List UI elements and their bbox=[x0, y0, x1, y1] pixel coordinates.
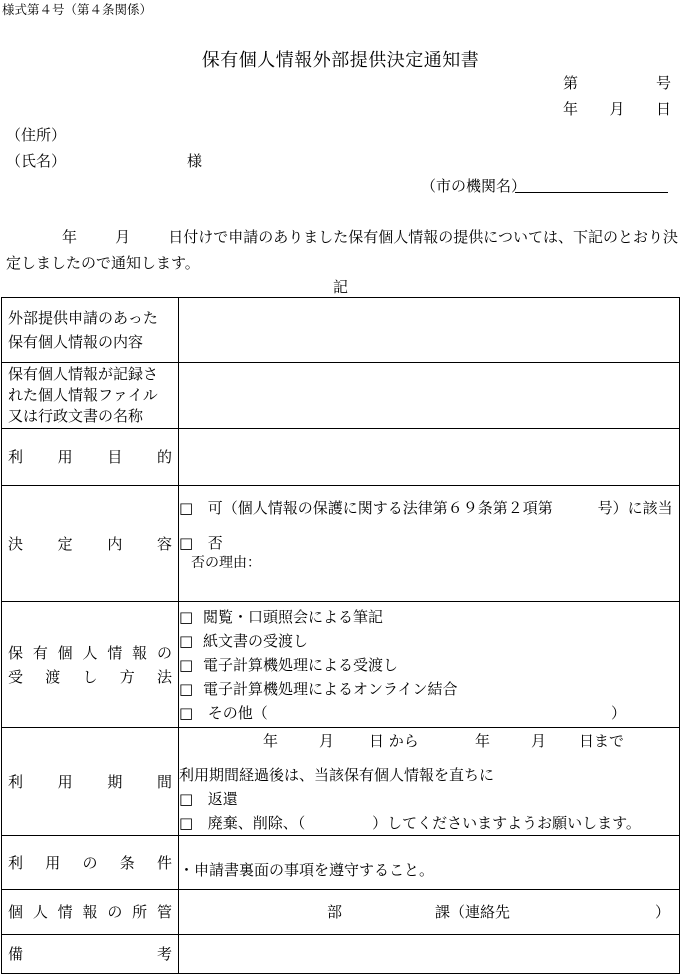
row-period-label bbox=[2, 728, 179, 836]
row-delivery-value bbox=[179, 602, 680, 728]
agency-underline bbox=[515, 192, 668, 193]
name-label: （氏名） bbox=[6, 152, 67, 170]
row-content bbox=[2, 298, 680, 363]
period-option-dispose[interactable] bbox=[179, 811, 679, 835]
label-char: し bbox=[82, 667, 98, 686]
row-period bbox=[2, 728, 680, 836]
row-file bbox=[2, 363, 680, 429]
label-char: 個 bbox=[57, 643, 73, 662]
ki-heading: 記 bbox=[332, 278, 348, 296]
label-char: 用 bbox=[45, 853, 61, 872]
label-char: 法 bbox=[156, 667, 172, 686]
approve-text-end: 号）に該当 bbox=[597, 499, 673, 517]
checkbox-icon[interactable]: □ bbox=[179, 499, 194, 517]
body-month: 月 bbox=[115, 228, 131, 246]
period-part: 年 bbox=[475, 731, 491, 750]
label-char: 情 bbox=[57, 903, 73, 921]
label-char: の bbox=[82, 853, 98, 872]
period-part: 月 bbox=[531, 731, 547, 750]
date-day: 日 bbox=[655, 100, 671, 118]
return-text: 返還 bbox=[207, 789, 238, 808]
body-year: 年 bbox=[62, 228, 78, 246]
number-go: 号 bbox=[655, 74, 671, 92]
checkbox-icon[interactable]: □ bbox=[179, 631, 194, 650]
delivery-label-b bbox=[8, 665, 172, 689]
label-char: 期 bbox=[107, 772, 123, 791]
body-line-1-text: 日付けで申請のありました保有個人情報の提供については、下記のとおり決 bbox=[168, 228, 678, 246]
label-char: 利 bbox=[8, 448, 24, 466]
conditions-text: ・申請書裏面の事項を遵守すること。 bbox=[179, 860, 435, 879]
date-year: 年 bbox=[563, 100, 579, 118]
checkbox-icon[interactable]: □ bbox=[179, 813, 194, 832]
label-char: の bbox=[156, 643, 172, 662]
row-conditions bbox=[2, 836, 680, 890]
delivery-option-text: 電子計算機処理による受渡し bbox=[203, 655, 399, 674]
jurisdiction-ka: 課（連絡先 bbox=[435, 903, 511, 921]
label-char: 件 bbox=[156, 853, 172, 872]
period-line bbox=[179, 729, 679, 755]
label-char: 報 bbox=[82, 903, 98, 921]
remarks-label bbox=[2, 942, 178, 966]
row-file-label bbox=[2, 363, 179, 429]
label-char: 個 bbox=[8, 903, 24, 921]
label-char: 報 bbox=[132, 643, 148, 662]
body-line-2: 定しましたので通知します。 bbox=[6, 254, 200, 272]
row-remarks-value[interactable] bbox=[179, 935, 680, 974]
row-purpose-label bbox=[2, 429, 179, 486]
address-label: （住所） bbox=[6, 126, 67, 144]
label-line: れた個人情報ファイル bbox=[8, 386, 158, 404]
dispose-text-end: ）してくださいますようお願いします。 bbox=[372, 813, 641, 832]
decision-label bbox=[2, 532, 178, 556]
label-line: 保有個人情報が記録さ bbox=[8, 365, 159, 383]
decision-option-approve[interactable] bbox=[179, 496, 679, 520]
row-purpose bbox=[2, 429, 680, 486]
checkbox-icon[interactable]: □ bbox=[179, 703, 194, 722]
label-char: 目 bbox=[107, 448, 123, 466]
notice-table bbox=[1, 297, 680, 974]
document-title: 保有個人情報外部提供決定通知書 bbox=[201, 50, 480, 71]
delivery-option[interactable] bbox=[179, 653, 679, 677]
label-char: 間 bbox=[156, 772, 172, 791]
body-line-1 bbox=[6, 226, 678, 247]
label-char: 用 bbox=[57, 448, 73, 466]
checkbox-icon[interactable]: □ bbox=[179, 607, 194, 626]
jurisdiction-text bbox=[179, 900, 679, 924]
delivery-option[interactable] bbox=[179, 677, 679, 701]
label-line: 又は行政文書の名称 bbox=[8, 407, 144, 425]
deny-reason-label: 否の理由： bbox=[191, 555, 261, 571]
row-remarks bbox=[2, 935, 680, 974]
row-decision bbox=[2, 486, 680, 602]
row-conditions-value bbox=[179, 836, 680, 890]
label-char: 決 bbox=[8, 534, 24, 553]
row-jurisdiction bbox=[2, 890, 680, 935]
delivery-label-a bbox=[8, 641, 172, 665]
period-part: 月 bbox=[319, 731, 335, 750]
delivery-option[interactable] bbox=[179, 605, 679, 629]
checkbox-icon[interactable]: □ bbox=[179, 679, 194, 698]
date-month: 月 bbox=[609, 100, 625, 118]
row-decision-label bbox=[2, 486, 179, 602]
checkbox-icon[interactable]: □ bbox=[179, 534, 194, 552]
dispose-text: 廃棄、削除、（ bbox=[207, 813, 306, 832]
other-text: その他（ bbox=[207, 703, 268, 722]
label-char: 人 bbox=[82, 643, 98, 662]
purpose-label bbox=[2, 445, 178, 469]
label-char: 管 bbox=[156, 903, 172, 921]
label-char: 保 bbox=[8, 643, 24, 662]
label-char: 考 bbox=[156, 945, 172, 963]
row-content-label bbox=[2, 298, 179, 363]
delivery-option-other[interactable] bbox=[179, 701, 679, 725]
label-char: の bbox=[107, 903, 123, 921]
period-label bbox=[2, 770, 178, 794]
form-number: 様式第４号（第４条関係） bbox=[2, 2, 153, 17]
row-file-value[interactable] bbox=[179, 363, 680, 429]
row-delivery-label bbox=[2, 602, 179, 728]
row-period-value bbox=[179, 728, 680, 836]
label-char: 備 bbox=[8, 945, 24, 963]
row-conditions-label bbox=[2, 836, 179, 890]
label-char: 利 bbox=[8, 853, 24, 872]
label-line: 外部提供申請のあった bbox=[8, 309, 158, 327]
row-jurisdiction-label bbox=[2, 890, 179, 935]
label-char: 情 bbox=[107, 643, 123, 662]
deny-text: 否 bbox=[207, 534, 223, 552]
row-purpose-value[interactable] bbox=[179, 429, 680, 486]
label-char: 的 bbox=[156, 448, 172, 466]
delivery-option-text: 電子計算機処理によるオンライン結合 bbox=[203, 679, 458, 698]
label-char: 条 bbox=[119, 853, 135, 872]
period-option-return[interactable] bbox=[179, 787, 679, 811]
label-line: 保有個人情報の内容 bbox=[8, 333, 144, 351]
label-char: 渡 bbox=[45, 667, 61, 686]
jurisdiction-close: ） bbox=[655, 903, 671, 921]
delivery-options bbox=[179, 605, 679, 701]
delivery-option-text: 紙文書の受渡し bbox=[203, 631, 309, 650]
checkbox-icon[interactable]: □ bbox=[179, 789, 194, 808]
row-jurisdiction-value bbox=[179, 890, 680, 935]
period-part: 年 bbox=[263, 731, 279, 750]
conditions-label bbox=[2, 851, 178, 875]
other-close: ） bbox=[611, 703, 627, 722]
row-delivery bbox=[2, 602, 680, 728]
approve-text: 可（個人情報の保護に関する法律第６９条第２項第 bbox=[207, 499, 553, 517]
checkbox-icon[interactable]: □ bbox=[179, 655, 194, 674]
jurisdiction-bu: 部 bbox=[327, 903, 343, 921]
document-number bbox=[563, 72, 671, 93]
label-char: 受 bbox=[8, 667, 24, 686]
document-date bbox=[563, 98, 671, 119]
sama-label: 様 bbox=[187, 152, 203, 170]
label-char: 用 bbox=[57, 772, 73, 791]
period-after-text: 利用期間経過後は、当該保有個人情報を直ちに bbox=[179, 765, 495, 784]
number-dai: 第 bbox=[563, 74, 579, 92]
label-char: 有 bbox=[32, 643, 48, 662]
delivery-option[interactable] bbox=[179, 629, 679, 653]
label-char: 人 bbox=[32, 903, 48, 921]
label-char: 定 bbox=[57, 534, 73, 553]
jurisdiction-label bbox=[2, 900, 178, 924]
row-decision-value bbox=[179, 486, 680, 602]
label-char: 方 bbox=[119, 667, 135, 686]
label-char: 容 bbox=[156, 534, 172, 553]
period-part: 日 から bbox=[369, 731, 419, 750]
delivery-option-text: 閲覧・口頭照会による筆記 bbox=[203, 607, 384, 626]
label-char: 利 bbox=[8, 772, 24, 791]
agency-label: （市の機関名） bbox=[421, 177, 527, 195]
label-char: 内 bbox=[107, 534, 123, 553]
row-remarks-label bbox=[2, 935, 179, 974]
label-char: 所 bbox=[132, 903, 148, 921]
row-content-value[interactable] bbox=[179, 298, 680, 363]
period-part: 日まで bbox=[579, 731, 625, 750]
